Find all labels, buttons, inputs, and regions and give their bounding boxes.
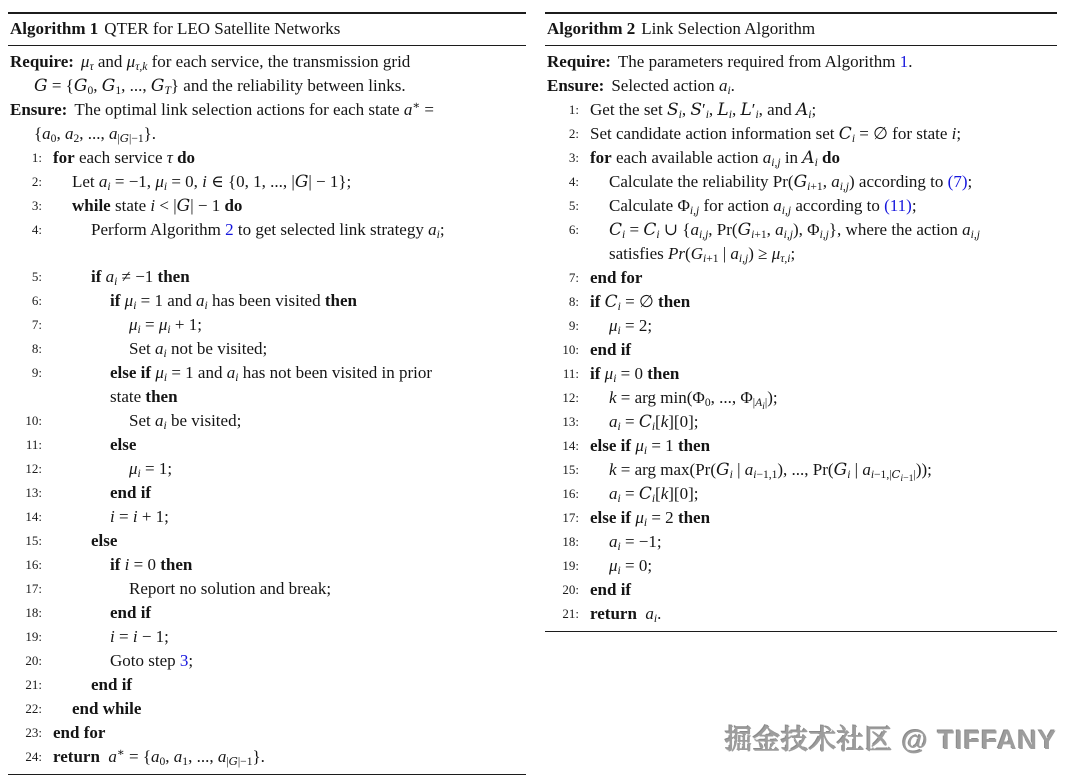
algorithm-2-listing — [545, 12, 1057, 632]
line-number: 24: — [25, 749, 42, 764]
algorithm1-line-cont — [8, 385, 526, 409]
algorithm1-line-7 — [8, 313, 526, 337]
line-content: if $\mu_i = 1$ and $a_i$ has been visited then — [110, 291, 357, 313]
line-number: 23: — [25, 725, 42, 740]
line-content: state then — [110, 387, 178, 406]
keyword-label: Ensure: — [547, 76, 605, 95]
line-number: 13: — [562, 414, 579, 429]
line-number: 13: — [25, 485, 42, 500]
line-number: 12: — [25, 461, 42, 476]
algorithm2-line-14 — [545, 434, 1057, 458]
line-content: if $\mu_i = 0$ then — [590, 364, 680, 386]
line-number: 9: — [31, 365, 42, 380]
algorithm-1-caption-label: Algorithm 1 — [10, 19, 99, 38]
line-content: Let $a_i = -1$, $\mu_i = 0$, i ∈ {0, 1, ..., |G| − 1}; — [72, 172, 352, 194]
ref-step-3[interactable]: 3 — [179, 651, 189, 670]
algorithm-2-body — [545, 46, 1057, 632]
line-content: Set candidate action information set $C_i$ = ∅ for state i; — [590, 124, 962, 146]
line-number: 14: — [25, 509, 42, 524]
line-content: $\mu_i = \mu_i + 1$; — [129, 315, 202, 337]
algorithm1-line-20 — [8, 649, 526, 673]
line-number: 5: — [31, 269, 42, 284]
line-number: 6: — [568, 222, 579, 237]
algorithm1-line-5 — [8, 265, 526, 289]
line-content: $a_i = C_i[k][0]$; — [609, 484, 699, 506]
line-number: 1: — [31, 150, 42, 165]
line-number: 1: — [568, 102, 579, 117]
line-number: 4: — [31, 222, 42, 237]
algorithm1-line-16 — [8, 553, 526, 577]
line-number: 21: — [562, 606, 579, 621]
line-content: k = arg $\max(Pr(G_i$ | $a_{i-1,1}$), ..., $Pr(G_i$ | $a_{i-1,|C_{i-1}|}$)); — [609, 460, 932, 484]
line-number: 8: — [568, 294, 579, 309]
line-content: Calculate the reliability $Pr(G_{i+1}$, $a_{i,j}$) according to (7); — [609, 172, 973, 194]
line-number: 17: — [562, 510, 579, 525]
line-number: 22: — [25, 701, 42, 716]
line-number: 21: — [25, 677, 42, 692]
line-content: return $a_i$. — [590, 604, 662, 626]
algorithm2-line-13 — [545, 410, 1057, 434]
algorithm1-header-row-3: Ensure: The optimal link selection actions for each state a∗ = — [10, 99, 435, 119]
line-number: 5: — [568, 198, 579, 213]
line-content: $\mu_i = 0$; — [609, 556, 653, 578]
algorithm1-line-2 — [8, 170, 526, 194]
algorithm2-line-6 — [545, 218, 1057, 242]
algorithm2-line-4 — [545, 170, 1057, 194]
line-number: 18: — [25, 605, 42, 620]
line-content: Report no solution and break; — [129, 579, 332, 598]
algorithm1-line-12 — [8, 457, 526, 481]
line-number: 20: — [562, 582, 579, 597]
line-number: 11: — [25, 437, 42, 452]
algorithm2-line-2 — [545, 122, 1057, 146]
line-number: 10: — [25, 413, 42, 428]
line-content: end while — [72, 699, 142, 718]
line-content: for each available action $a_{i,j}$ in $A_i$ do — [590, 148, 841, 170]
algorithm2-line-15 — [545, 458, 1057, 482]
line-content: $a_i = C_i[k][0]$; — [609, 412, 699, 434]
line-content: $\mu_i = 1$; — [129, 459, 173, 481]
algorithm2-line-1 — [545, 98, 1057, 122]
algorithm1-line-21 — [8, 673, 526, 697]
algorithm1-line-18 — [8, 601, 526, 625]
ref-algorithm-1[interactable]: 1 — [899, 52, 909, 71]
algorithm2-line-7 — [545, 266, 1057, 290]
line-content: Set $a_i$ not be visited; — [129, 339, 268, 361]
line-content: if $C_i$ = ∅ then — [590, 292, 691, 314]
line-content: else — [110, 435, 137, 454]
algorithm1-line-9 — [8, 361, 526, 385]
algorithm1-line-10 — [8, 409, 526, 433]
line-content: if $a_i \ne -1$ then — [91, 267, 190, 289]
algorithm1-header-row-2: $G = \{G_0$, $G_1$, ..., $G_T$} and the reliability between links. — [34, 76, 406, 98]
algorithm2-line-8 — [545, 290, 1057, 314]
algorithm1-line-6 — [8, 289, 526, 313]
algorithm-2-caption-label: Algorithm 2 — [547, 19, 636, 38]
algorithm1-line-22 — [8, 697, 526, 721]
algorithm2-line-3 — [545, 146, 1057, 170]
line-content: k = arg $\min(\Phi_0$, ..., $\Phi_{|A_i|}$); — [609, 388, 778, 412]
algorithm1-header-row-4: {$a_0$, $a_2$, ..., $a_{|G|-1}$}. — [34, 124, 157, 146]
algorithm1-line-15 — [8, 529, 526, 553]
line-content: $a_i = -1$; — [609, 532, 662, 554]
line-content: end if — [91, 675, 133, 694]
line-content: else if $\mu_i = 1$ and $a_i$ has not been visited in prior — [110, 363, 433, 385]
line-number: 15: — [25, 533, 42, 548]
algorithm1-line-14 — [8, 505, 526, 529]
algorithm1-line-24 — [8, 745, 526, 769]
line-content: $\mu_i = 2$; — [609, 316, 653, 338]
watermark: 掘金技术社区 @ TIFFANY — [725, 725, 1057, 755]
line-number: 3: — [568, 150, 579, 165]
line-number: 12: — [562, 390, 579, 405]
algorithm1-line-17 — [8, 577, 526, 601]
algorithm1-line-13 — [8, 481, 526, 505]
line-number: 8: — [31, 341, 42, 356]
line-content: end for — [53, 723, 106, 742]
line-number: 17: — [25, 581, 42, 596]
line-number: 16: — [25, 557, 42, 572]
line-content: Goto step 3; — [110, 651, 194, 670]
algorithm2-header-row-1: Require: The parameters required from Algorithm 1. — [547, 52, 913, 71]
algorithm2-line-12 — [545, 386, 1057, 410]
line-number: 20: — [25, 653, 42, 668]
algorithm1-line-23 — [8, 721, 526, 745]
line-content: else if $\mu_i = 2$ then — [590, 508, 711, 530]
algorithm2-line-20 — [545, 578, 1057, 602]
algorithm-1-listing — [8, 12, 526, 775]
line-number: 19: — [562, 558, 579, 573]
keyword-label: Require: — [547, 52, 611, 71]
line-content: while state i < |G| − 1 do — [72, 196, 243, 216]
line-content: end for — [590, 268, 643, 287]
keyword-label: Ensure: — [10, 100, 68, 119]
algorithm-2-caption — [545, 14, 1057, 46]
line-content: $C_i = C_i$ ∪ {$a_{i,j}$, $Pr(G_{i+1}$, $a_{i,j}$), $\Phi_{i,j}$}, where the action $a_{i,j}$ — [609, 220, 980, 242]
algorithm1-line-4 — [8, 218, 526, 242]
line-content: for each service τ do — [53, 148, 196, 167]
algorithm1-line-8 — [8, 337, 526, 361]
algorithm2-line-10 — [545, 338, 1057, 362]
line-number: 2: — [568, 126, 579, 141]
line-number: 15: — [562, 462, 579, 477]
ref-eq-11[interactable]: (11) — [884, 196, 912, 215]
line-number: 7: — [31, 317, 42, 332]
line-content: Get the set $S_i$, $S'_i$, $L_i$, $L'_i$, and $A_i$; — [590, 100, 817, 122]
line-content: end if — [110, 603, 152, 622]
algorithm2-line-17 — [545, 506, 1057, 530]
line-content: satisfies $Pr(G_{i+1}$ | $a_{i,j}) \ge \mu_{\tau,i}$; — [609, 244, 796, 266]
line-number: 16: — [562, 486, 579, 501]
line-number: 4: — [568, 174, 579, 189]
line-content: Calculate $\Phi_{i,j}$ for action $a_{i,j}$ according to (11); — [609, 196, 917, 218]
algorithm-1-body — [8, 46, 526, 775]
line-number: 11: — [562, 366, 579, 381]
line-content: Set $a_i$ be visited; — [129, 411, 242, 433]
keyword-label: Require: — [10, 52, 74, 71]
algorithm2-line-19 — [545, 554, 1057, 578]
algorithm1-line-1 — [8, 146, 526, 170]
algorithm1-header-row-1: Require: $\mu_\tau$ and $\mu_{\tau,k}$ for each service, the transmission grid — [10, 52, 411, 74]
line-content: else — [91, 531, 118, 550]
line-content: end if — [110, 483, 152, 502]
algorithm1-line-11 — [8, 433, 526, 457]
algorithm2-line-18 — [545, 530, 1057, 554]
line-content: Perform Algorithm 2 to get selected link strategy $a_i$; — [91, 220, 445, 242]
algorithm2-line-cont — [545, 242, 1057, 266]
line-number: 18: — [562, 534, 579, 549]
line-content: end if — [590, 340, 632, 359]
line-content: i = i − 1; — [110, 627, 169, 646]
algorithm1-line-3 — [8, 194, 526, 218]
line-number: 9: — [568, 318, 579, 333]
line-content: i = i + 1; — [110, 507, 169, 526]
line-number: 14: — [562, 438, 579, 453]
line-number: 3: — [31, 198, 42, 213]
algorithm1-line-19 — [8, 625, 526, 649]
algorithm2-line-21 — [545, 602, 1057, 626]
ref-eq-7[interactable]: (7) — [947, 172, 968, 191]
algorithm-2-caption-title: Link Selection Algorithm — [641, 19, 816, 38]
line-number — [8, 385, 45, 409]
line-number — [545, 242, 582, 266]
line-content: return $a^∗ = \{a_0$, $a_1$, ..., $a_{|G|-1}$}. — [53, 746, 265, 769]
line-number: 10: — [562, 342, 579, 357]
algorithm2-header-row-2: Ensure: Selected action $a_i$. — [547, 76, 735, 98]
line-number: 19: — [25, 629, 42, 644]
line-content: else if $\mu_i = 1$ then — [590, 436, 711, 458]
algorithm2-line-16 — [545, 482, 1057, 506]
line-content: end if — [590, 580, 632, 599]
line-content: if i = 0 then — [110, 555, 193, 574]
algorithm2-line-11 — [545, 362, 1057, 386]
algorithm-1-caption — [8, 14, 526, 46]
line-number: 6: — [31, 293, 42, 308]
algorithm2-line-9 — [545, 314, 1057, 338]
line-number: 7: — [568, 270, 579, 285]
algorithm2-line-5 — [545, 194, 1057, 218]
algorithm-1-caption-title: QTER for LEO Satellite Networks — [104, 19, 341, 38]
line-number: 2: — [31, 174, 42, 189]
ref-algorithm-2[interactable]: 2 — [225, 220, 234, 239]
